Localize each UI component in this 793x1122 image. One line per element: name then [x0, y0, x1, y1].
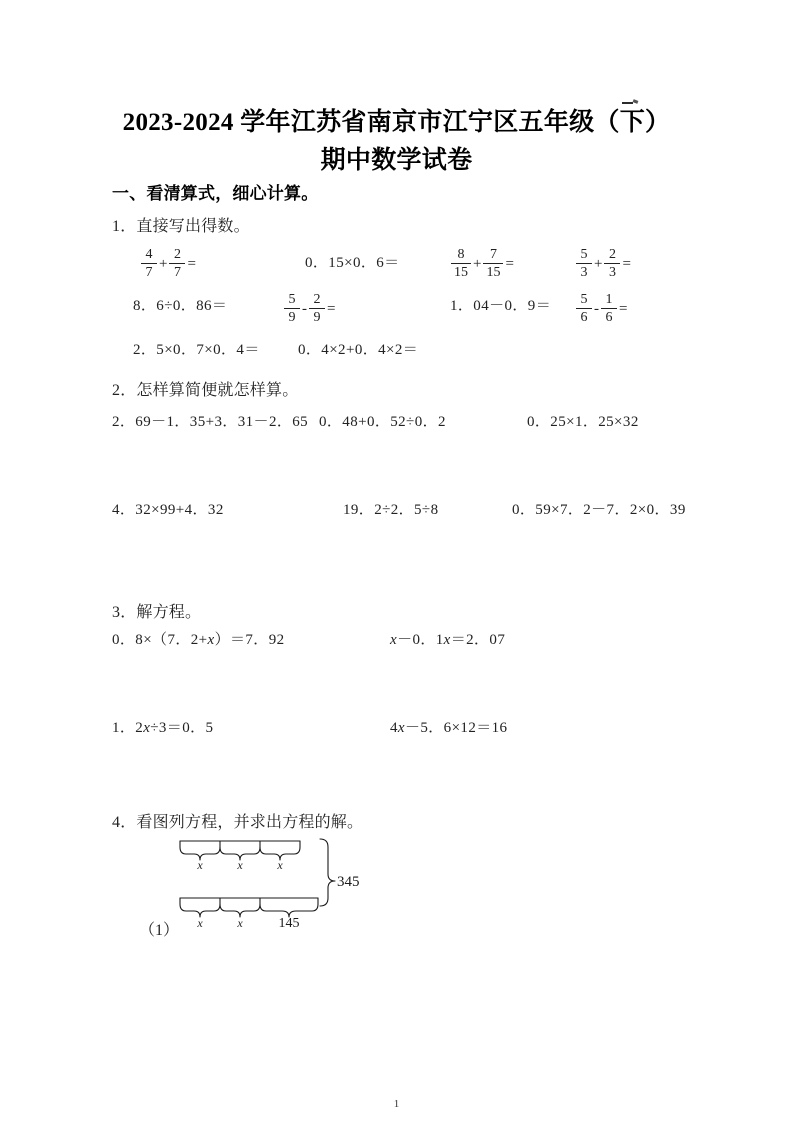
q1-item-5: 8．6÷0．86＝ [133, 298, 228, 314]
bottom-segment-label-1: x [197, 916, 203, 930]
equals-sign: = [505, 256, 514, 272]
fraction [169, 247, 185, 280]
question-3-stem: 3．解方程。 [112, 604, 202, 621]
q1-item-7: 1．04－0．9＝ [450, 298, 552, 314]
operator: + [473, 256, 482, 272]
q2-item-4: 4．32×99+4．32 [112, 502, 224, 518]
bottom-segment-label-2: x [237, 916, 243, 930]
equals-sign: = [622, 256, 631, 272]
title-line-2: 期中数学试卷 [320, 147, 473, 174]
fraction-numerator: 2 [608, 247, 616, 262]
q3-item-1: 0．8×（7．2+x）＝7．92 [112, 632, 285, 648]
q1-item-10: 0．4×2+0．4×2＝ [298, 342, 419, 358]
fraction-denominator: 3 [608, 265, 616, 280]
fraction-denominator: 7 [173, 265, 181, 280]
q1-item-9: 2．5×0．7×0．4＝ [133, 342, 260, 358]
fraction [141, 247, 157, 280]
q3-item-3: 1．2x÷3＝0．5 [112, 720, 214, 736]
fraction-denominator: 6 [580, 310, 588, 325]
operator: + [594, 256, 603, 272]
operator: + [159, 256, 168, 272]
top-segment-label-3: x [277, 858, 283, 872]
fraction-denominator: 9 [288, 310, 296, 325]
fraction [604, 247, 620, 280]
q1-item-8 [575, 292, 627, 325]
q2-item-6: 0．59×7．2－7．2×0．39 [512, 502, 686, 518]
fraction-numerator: 5 [580, 247, 588, 262]
fraction [309, 292, 325, 325]
bottom-segment-label-3: 145 [278, 916, 300, 931]
fraction [284, 292, 300, 325]
question-4-sub-label: （1） [139, 922, 180, 939]
page-title [0, 104, 793, 180]
q3-item-4: 4x－5．6×12＝16 [390, 720, 508, 736]
fraction-denominator: 15 [454, 265, 468, 280]
q1-item-6 [283, 292, 335, 325]
fraction [576, 247, 592, 280]
q2-item-1: 2．69－1．35+3．31－2．65 [112, 414, 309, 430]
fraction-denominator: 3 [580, 265, 588, 280]
title-line-1: 2023-2024 学年江苏省南京市江宁区五年级（下） [122, 109, 671, 136]
fraction-numerator: 5 [580, 292, 588, 307]
equals-sign: = [327, 301, 336, 317]
operator: - [594, 301, 599, 317]
fraction-numerator: 2 [173, 247, 181, 262]
fraction-denominator: 15 [486, 265, 501, 280]
question-1-stem: 1．直接写出得数。 [112, 218, 250, 235]
q2-item-2: 0．48+0．52÷0．2 [319, 414, 446, 430]
equals-sign: = [619, 301, 628, 317]
top-segment-label-2: x [237, 858, 243, 872]
fraction-denominator: 6 [605, 310, 613, 325]
page-number: 1 [393, 1098, 400, 1110]
section-heading: 一、看清算式，细心计算。 [112, 184, 319, 203]
question-4-stem: 4．看图列方程，并求出方程的解。 [112, 814, 364, 831]
fraction-numerator: 2 [313, 292, 321, 307]
bar-model-diagram [170, 836, 400, 936]
fraction [483, 247, 503, 280]
fraction [576, 292, 592, 325]
fraction-numerator: 1 [605, 292, 613, 307]
operator: - [302, 301, 307, 317]
top-segment-label-1: x [197, 858, 203, 872]
q2-item-3: 0．25×1．25×32 [527, 414, 639, 430]
q3-item-2: x－0．1x＝2．07 [390, 632, 506, 648]
bar-model-svg [170, 836, 400, 936]
fraction [601, 292, 617, 325]
fraction-denominator: 7 [145, 265, 153, 280]
fraction-numerator: 7 [489, 247, 497, 262]
scan-artifact-mark [622, 100, 638, 103]
q1-item-3 [450, 247, 514, 280]
fraction-numerator: 4 [145, 247, 153, 262]
fraction-numerator: 5 [288, 292, 296, 307]
fraction [451, 247, 471, 280]
fraction-denominator: 9 [313, 310, 321, 325]
q1-item-4 [575, 247, 631, 280]
total-label: 345 [337, 874, 360, 890]
question-2-stem: 2．怎样算简便就怎样算。 [112, 382, 299, 399]
q1-item-1 [140, 247, 196, 280]
q1-item-2: 0．15×0．6＝ [305, 255, 400, 271]
equals-sign: = [187, 256, 196, 272]
fraction-numerator: 8 [457, 247, 465, 262]
q2-item-5: 19．2÷2．5÷8 [343, 502, 439, 518]
